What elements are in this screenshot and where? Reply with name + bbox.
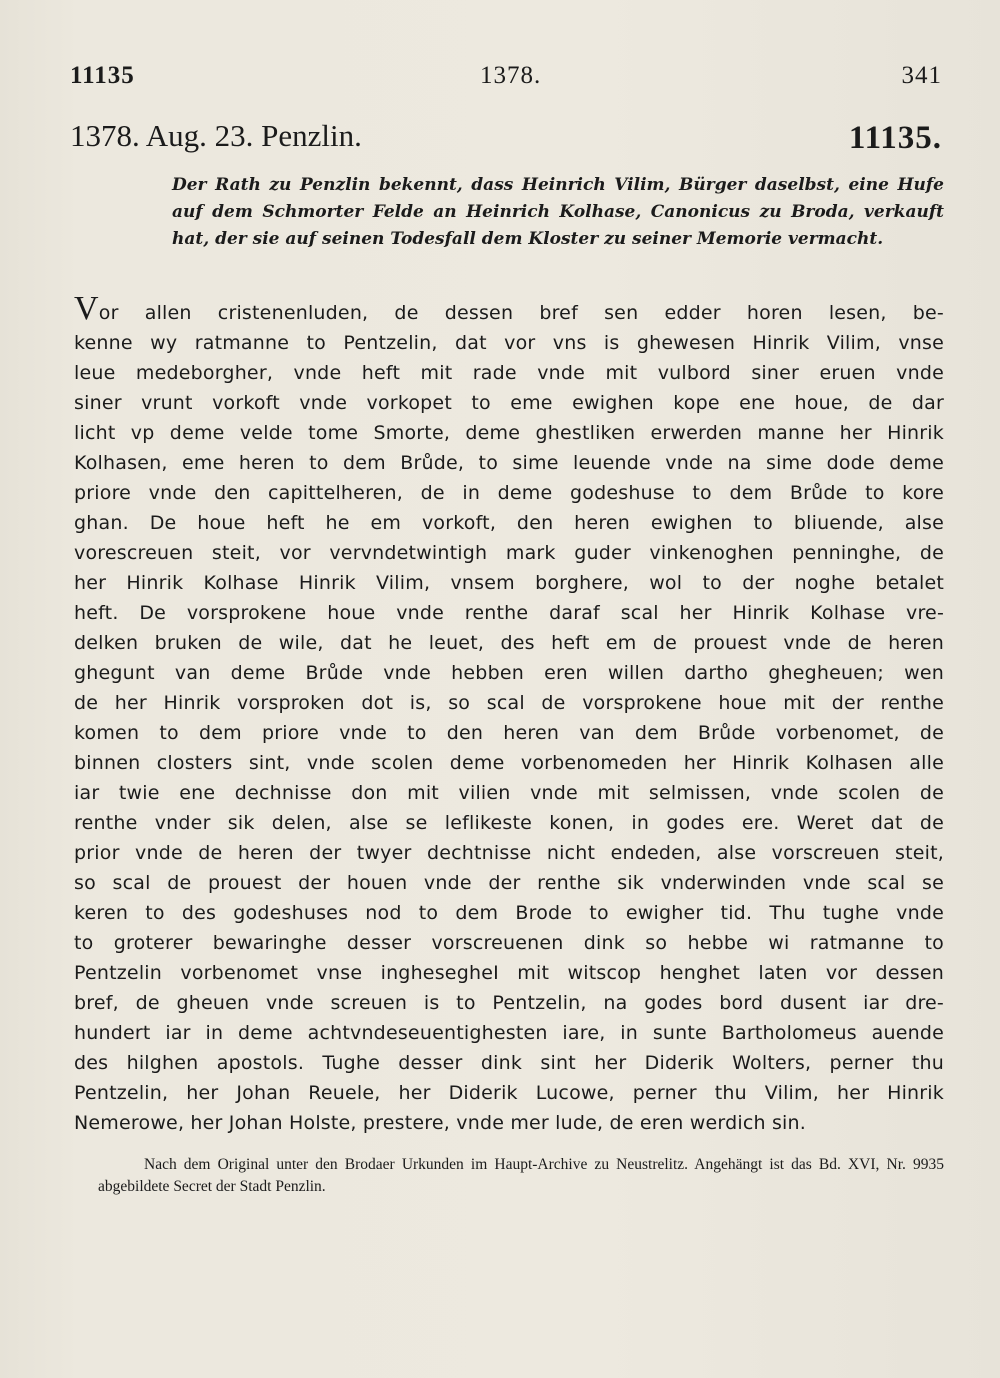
charter-line: to groterer bewaringhe desser vorscreuenen dink so hebbe wi ratmanne to [74, 932, 944, 954]
charter-line: ghegunt van deme Brůde vnde hebben eren willen dartho ghegheuen; wen [74, 662, 944, 684]
date-place: 1378. Aug. 23. Penzlin. [70, 118, 362, 153]
charter-line: prior vnde de heren der twyer dechtnisse nicht endeden, alse vorscreuen steit, [74, 842, 944, 864]
charter-line: Vor allen cristenenluden, de dessen bref sen edder horen lesen, be- [74, 290, 944, 327]
running-document-number: 11135 [70, 62, 135, 89]
regest-summary: Der Rath zu Penzlin bekennt, dass Heinrich Vilim, Bürger daselbst, eine Hufe auf dem Schmorter Felde an Heinrich Kolhase, Canonicus zu Broda, verkauft hat, der sie auf seinen Todesfall dem Kloster zu seiner Memorie vermacht. [172, 175, 944, 249]
charter-line: renthe vnder sik delen, alse se leflikeste konen, in godes ere. Weret dat de [74, 812, 944, 834]
charter-text [74, 290, 944, 1138]
charter-line: leue medeborgher, vnde heft mit rade vnde mit vulbord siner eruen vnde [74, 362, 944, 384]
charter-line: ghan. De houe heft he em vorkoft, den heren ewighen to bliuende, alse [74, 512, 944, 534]
charter-line: Pentzelin, her Johan Reuele, her Diderik Lucowe, perner thu Vilim, her Hinrik [74, 1082, 944, 1104]
charter-line: keren to des godeshuses nod to dem Brode to ewigher tid. Thu tughe vnde [74, 902, 944, 924]
charter-line: binnen closters sint, vnde scolen deme vorbenomeden her Hinrik Kolhasen alle [74, 752, 944, 774]
charter-line: iar twie ene dechnisse don mit vilien vnde mit selmissen, vnde scolen de [74, 782, 944, 804]
initial-letter: V [74, 290, 99, 327]
source-note [98, 1154, 944, 1198]
charter-line: delken bruken de wile, dat he leuet, des heft em de prouest vnde de heren [74, 632, 944, 654]
charter-line: Kolhasen, eme heren to dem Brůde, to sime leuende vnde na sime dode deme [74, 452, 944, 474]
running-year: 1378. [480, 62, 542, 89]
charter-line: Pentzelin vorbenomet vnse inghesegheI mit witscop henghet laten vor dessen [74, 962, 944, 984]
charter-line: priore vnde den capittelheren, de in deme godeshuse to dem Brůde to kore [74, 482, 944, 504]
document-number: 11135. [848, 120, 942, 156]
charter-line: Nemerowe, her Johan Holste, prestere, vnde mer lude, de eren werdich sin. [74, 1112, 807, 1134]
charter-line: siner vrunt vorkoft vnde vorkopet to eme ewighen kope ene houe, de dar [74, 392, 944, 414]
charter-line: hundert iar in deme achtvndeseuentighesten iare, in sunte Bartholomeus auende [74, 1022, 944, 1044]
document-heading [70, 118, 942, 162]
charter-line: licht vp deme velde tome Smorte, deme ghestliken erwerden manne her Hinrik [74, 422, 944, 444]
source-note-text: Nach dem Original unter den Brodaer Urkunden im Haupt-Archive zu Neustrelitz. Angehängt ist das Bd. XVI, Nr. 9935 abgebildete Secret der Stadt Penzlin. [98, 1156, 944, 1195]
charter-line: des hilghen apostols. Tughe desser dink sint her Diderik Wolters, perner thu [74, 1052, 944, 1074]
charter-line: komen to dem priore vnde to den heren van dem Brůde vorbenomet, de [74, 722, 944, 744]
charter-line: vorescreuen steit, vor vervndetwintigh mark guder vinkenoghen penninghe, de [74, 542, 944, 564]
charter-line: de her Hinrik vorsproken dot is, so scal de vorsprokene houe mit der renthe [74, 692, 944, 714]
page-number: 341 [901, 62, 942, 89]
charter-line: her Hinrik Kolhase Hinrik Vilim, vnsem borghere, wol to der noghe betalet [74, 572, 944, 594]
charter-line: kenne wy ratmanne to Pentzelin, dat vor vns is ghewesen Hinrik Vilim, vnse [74, 332, 944, 354]
charter-line: so scal de prouest der houen vnde der renthe sik vnderwinden vnde scal se [74, 872, 944, 894]
charter-line: heft. De vorsprokene houe vnde renthe daraf scal her Hinrik Kolhase vre- [74, 602, 944, 624]
charter-line: bref, de gheuen vnde screuen is to Pentzelin, na godes bord dusent iar dre- [74, 992, 944, 1014]
page-header [70, 62, 942, 98]
